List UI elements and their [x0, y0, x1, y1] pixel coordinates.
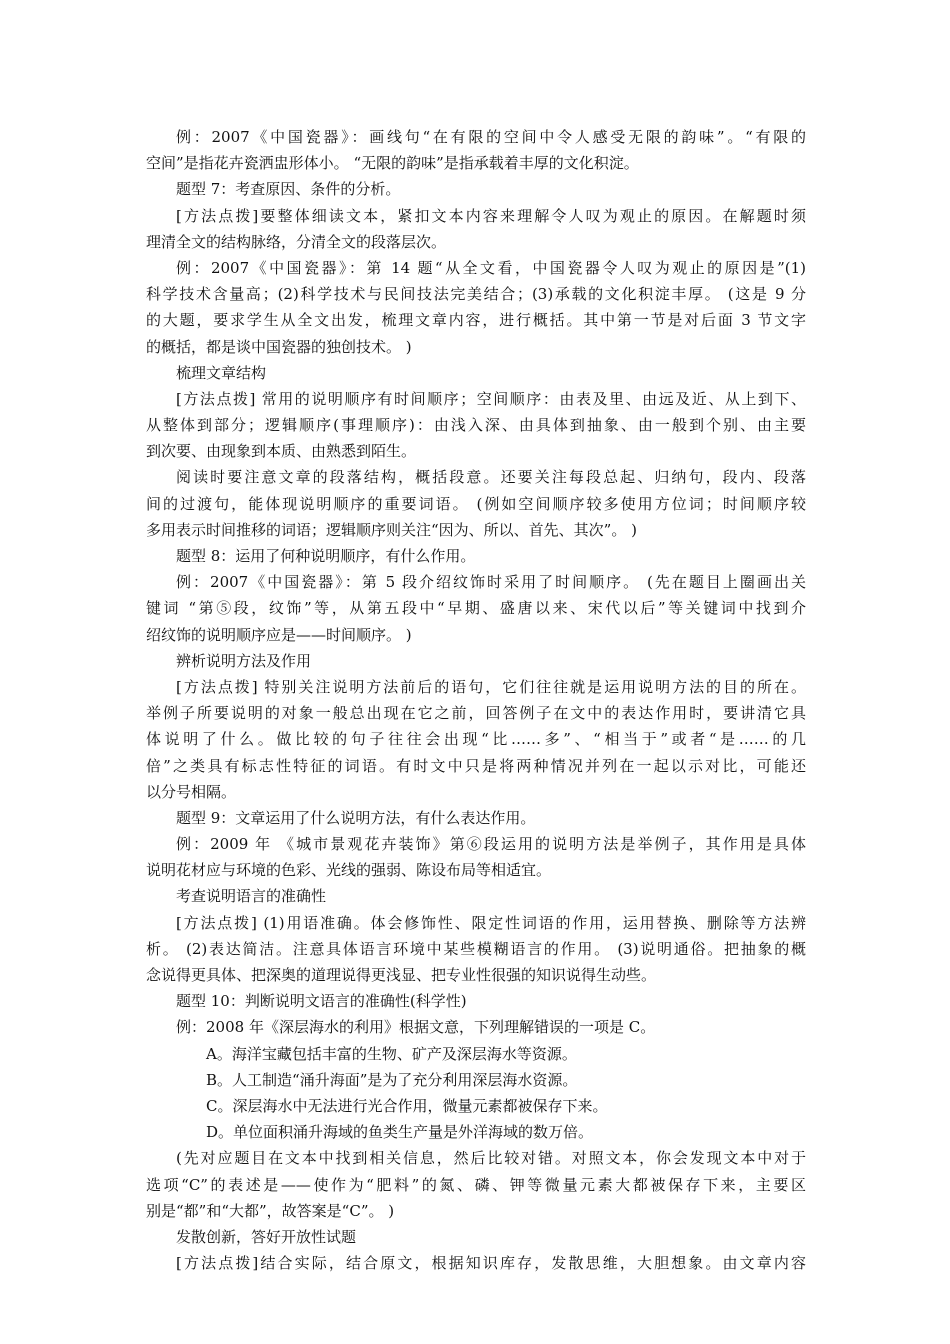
text-line: 梳理文章结构 [176, 363, 267, 382]
text-line: 例：2009 年 《城市景观花卉装饰》第⑥段运用的说明方法是举例子，其作用是具体 [176, 835, 806, 854]
text-line: 题型 9：文章运用了什么说明方法，有什么表达作用。 [176, 808, 536, 827]
text-line: 到次要、由现象到本质、由熟悉到陌生。 [146, 442, 417, 461]
text-line: B。人工制造“涌升海面”是为了充分利用深层海水资源。 [206, 1070, 578, 1089]
text-line: 例：2007《中国瓷器》：第 14 题“从全文看，中国瓷器令人叹为观止的原因是”(1) [176, 258, 806, 277]
text-line: 发散创新，答好开放性试题 [176, 1227, 357, 1246]
text-line: 科学技术含量高；(2)科学技术与民间技法完美结合；(3)承载的文化积淀丰厚。 (这是 9 分 [146, 285, 806, 304]
text-line: [方法点拨]结合实际，结合原文，根据知识库存，发散思维，大胆想象。由文章内容 [176, 1254, 806, 1273]
text-line: 理清全文的结构脉络，分清全文的段落层次。 [146, 232, 447, 251]
text-line: [方法点拨] 特别关注说明方法前后的语句，它们往往就是运用说明方法的目的所在。 [176, 677, 806, 696]
text-line: 别是“都”和“大都”，故答案是“C”。 ) [146, 1201, 395, 1220]
text-line: 选项“C”的表述是——使作为“肥料”的氮、磷、钾等微量元素大都被保存下来，主要区 [146, 1175, 806, 1194]
text-line: 绍纹饰的说明顺序应是——时间顺序。 ) [146, 625, 412, 644]
text-line: [方法点拨] 常用的说明顺序有时间顺序；空间顺序：由表及里、由远及近、从上到下、 [176, 389, 806, 408]
text-line: 多用表示时间推移的词语；逻辑顺序则关注“因为、所以、首先、其次”。 ) [146, 520, 637, 539]
text-line: [方法点拨]要整体细读文本，紧扣文本内容来理解令人叹为观止的原因。在解题时须 [176, 206, 806, 225]
text-line: 间的过渡句，能体现说明顺序的重要词语。 (例如空间顺序较多使用方位词；时间顺序较 [146, 494, 806, 513]
text-line: 键词 “第⑤段，纹饰”等，从第五段中“早期、盛唐以来、宋代以后”等关键词中找到介 [146, 599, 806, 618]
text-line: 辨析说明方法及作用 [176, 651, 312, 670]
text-line: 举例子所要说明的对象一般总出现在它之前，回答例子在文中的表达作用时，要讲清它具 [146, 704, 806, 723]
text-line: [方法点拨] (1)用语准确。体会修饰性、限定性词语的作用，运用替换、删除等方法辨 [176, 913, 806, 932]
text-line: 题型 8：运用了何种说明顺序，有什么作用。 [176, 547, 476, 565]
text-line: 例：2007《中国瓷器》：第 5 段介绍纹饰时采用了时间顺序。 (先在题目上圈画出关 [176, 573, 806, 592]
text-line: D。单位面积涌升海域的鱼类生产量是外洋海域的数万倍。 [206, 1123, 594, 1142]
text-line: 题型 10：判断说明文语言的准确性(科学性) [176, 992, 467, 1011]
text-line: 的概括，都是谈中国瓷器的独创技术。 ) [146, 337, 412, 356]
text-line: 倍”之类具有标志性特征的词语。有时文中只是将两种情况并列在一起以示对比，可能还 [146, 756, 806, 775]
text-line: 考查说明语言的准确性 [176, 887, 327, 906]
text-line: 以分号相隔。 [146, 782, 237, 801]
document-body [146, 124, 806, 1276]
text-line: 体说明了什么。做比较的句子往往会出现“比……多”、“相当于”或者“是……的几 [146, 730, 806, 749]
text-line: 的大题，要求学生从全文出发，梳理文章内容，进行概括。其中第一节是对后面 3 节文字 [146, 311, 806, 330]
text-line: 题型 7：考查原因、条件的分析。 [176, 180, 401, 199]
text-line: (先对应题目在文本中找到相关信息，然后比较对错。对照文本，你会发现文本中对于 [176, 1149, 806, 1168]
text-line: 空间”是指花卉瓷洒盅形体小。 “无限的韵味”是指承载着丰厚的文化积淀。 [146, 154, 639, 173]
text-line: C。深层海水中无法进行光合作用，微量元素都被保存下来。 [206, 1096, 608, 1115]
text-line: 析。 (2)表达简洁。注意具体语言环境中某些模糊语言的作用。 (3)说明通俗。把抽象的概 [146, 939, 806, 958]
text-line: 例：2008 年《深层海水的利用》根据文意，下列理解错误的一项是 C。 [176, 1018, 656, 1037]
text-line: 阅读时要注意文章的段落结构，概括段意。还要关注每段总起、归纳句，段内、段落 [176, 468, 806, 487]
text-line: 说明花材应与环境的色彩、光线的强弱、陈设布局等相适宜。 [146, 861, 552, 880]
text-line: 念说得更具体、把深奥的道理说得更浅显、把专业性很强的知识说得生动些。 [146, 966, 657, 984]
text-line: 从整体到部分；逻辑顺序(事理顺序)：由浅入深、由具体到抽象、由一般到个别、由主要 [146, 416, 806, 435]
text-line: 例：2007《中国瓷器》：画线句“在有限的空间中令人感受无限的韵味”。“有限的 [176, 128, 806, 146]
text-line: A。海洋宝藏包括丰富的生物、矿产及深层海水等资源。 [206, 1044, 577, 1063]
